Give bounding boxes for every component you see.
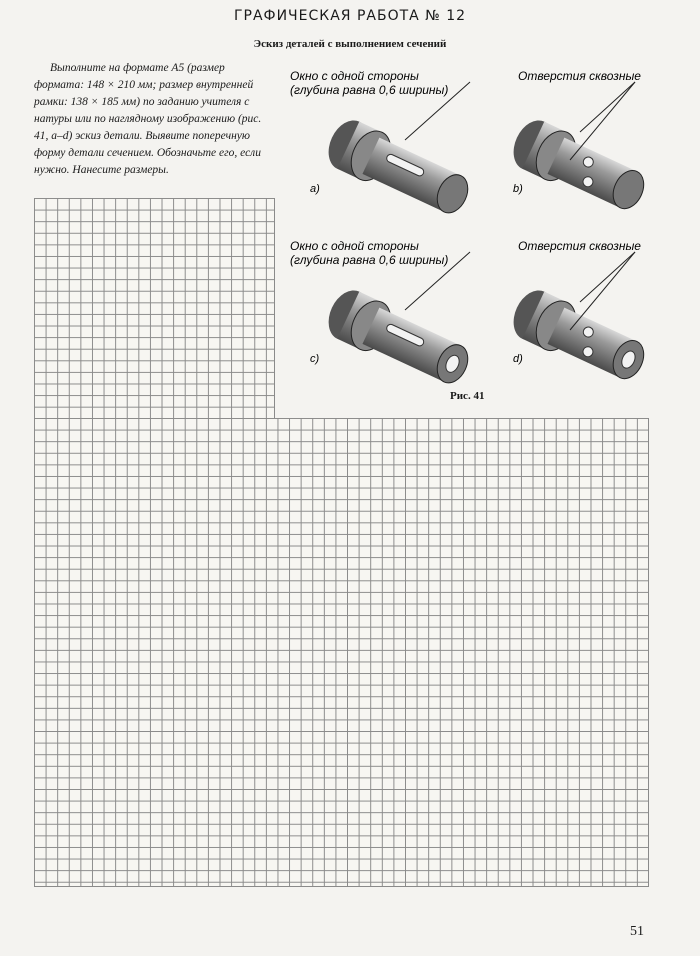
part-d-leader-2	[570, 252, 635, 330]
figure-41-drawings	[280, 60, 660, 410]
part-b-drawing	[506, 114, 652, 219]
part-a-letter: а)	[310, 183, 320, 195]
grid-paper-left	[34, 198, 275, 419]
part-c-letter: c)	[310, 353, 320, 365]
page-title: ГРАФИЧЕСКАЯ РАБОТА № 12	[233, 8, 467, 24]
part-d-label: Отверстия сквозные	[518, 239, 641, 253]
part-a-label-line2: (глубина равна 0,6 ширины)	[290, 83, 449, 97]
part-a-drawing	[321, 114, 476, 223]
figure-caption: Рис. 41	[450, 390, 485, 402]
part-b-leader-2	[570, 82, 635, 160]
grid-paper-main	[34, 418, 649, 887]
part-c-label-line1: Окно с одной стороны	[290, 239, 419, 253]
part-b-label: Отверстия сквозные	[518, 69, 641, 83]
part-d-drawing	[506, 284, 652, 389]
part-d-letter: d)	[513, 353, 523, 365]
part-c-drawing	[321, 284, 476, 393]
section-subtitle: Эскиз деталей с выполнением сечений	[253, 38, 447, 50]
instructions-text: Выполните на формате А5 (размер формата: 148 × 210 мм; размер внутренней рамки: 138 × 185 мм) по заданию учителя с натуры или по наглядному изображению (рис. 41, а–d) эскиз детали. Выявите поперечную форму детали сечением. Обозначьте его, если нужно. Нанесите размеры.	[34, 62, 262, 176]
part-b-letter: b)	[513, 183, 523, 195]
page-number: 51	[630, 924, 644, 939]
part-a-label-line1: Окно с одной стороны	[290, 69, 419, 83]
part-d-leader-1	[580, 252, 635, 302]
figure-41	[280, 60, 660, 410]
part-c-label-line2: (глубина равна 0,6 ширины)	[290, 253, 449, 267]
part-b-leader-1	[580, 82, 635, 132]
